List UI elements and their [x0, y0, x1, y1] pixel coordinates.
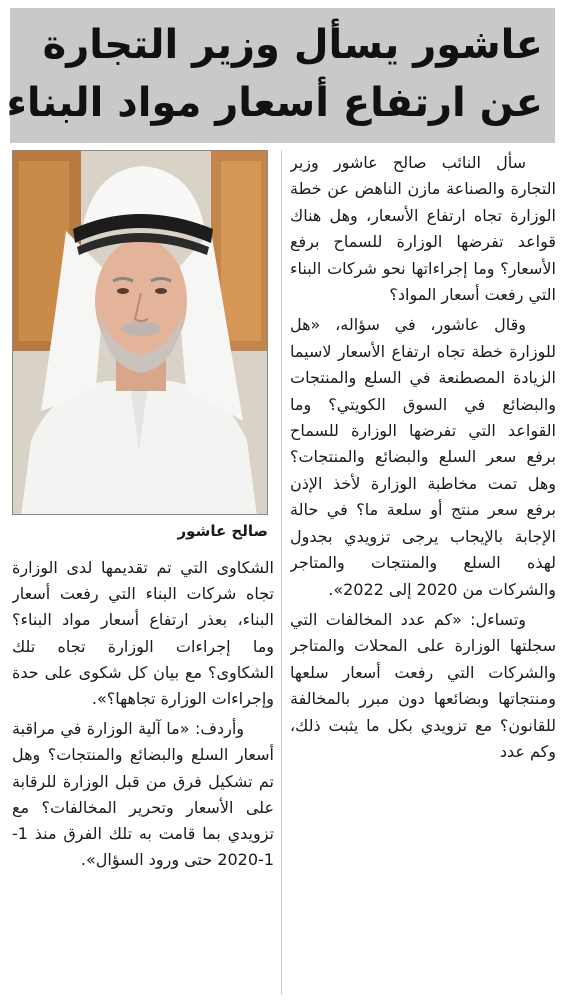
photo-caption: صالح عاشور — [177, 522, 268, 540]
article-paragraph: وقال عاشور، في سؤاله، «هل للوزارة خطة تجاه ارتفاع الأسعار لاسيما الزيادة المصطنعة في السلع والمنتجات والبضائع في السوق الكويتي؟ وما القواعد التي تفرضها الوزارة للسماح برفع سعر السلع والبضائع والمنتجات؟ وهل تمت مخاطبة الوزارة لأخذ الإذن برفع سعر منتج أو سلعة ما؟ في حالة الإجابة بالإيجاب يرجى تزويدي بجدول لهذه السلع والمنتجات والمتاجر والشركات من 2020 إلى 2022». — [290, 315, 556, 599]
headline-box — [6, 8, 555, 143]
article-paragraph: الشكاوى التي تم تقديمها لدى الوزارة تجاه شركات البناء التي رفعت أسعار البناء، بعذر ارتفاع أسعار مواد البناء؟ وما إجراءات الوزارة تجاه تلك الشكاوى؟ مع بيان كل شكوى على حدة وإجراءات الوزارة تجاهها؟». — [12, 558, 274, 709]
headline-line-2: عن ارتفاع أسعار مواد البناء — [6, 80, 543, 126]
article-paragraph: سأل النائب صالح عاشور وزير التجارة والصناعة مازن الناهض عن خطة الوزارة تجاه ارتفاع الأسعار، وهل هناك قواعد تفرضها الوزارة للسماح برفع الأسعار؟ وما إجراءاتها نحو شركات البناء التي رفعت أسعار المواد؟ — [290, 153, 556, 305]
headline-line-1: عاشور يسأل وزير التجارة — [42, 22, 543, 68]
article-paragraph: وأردف: «ما آلية الوزارة في مراقبة أسعار السلع والبضائع والمنتجات؟ وهل تم تشكيل فرق من قبل الوزارة للرقابة على الأسعار وتحرير المخالفات؟ مع تزويدي بما قامت به تلك الفرق منذ 1-1-2020 حتى ورود السؤال». — [12, 719, 274, 870]
column-divider — [281, 150, 282, 995]
article-column-left — [12, 555, 274, 995]
article-column-right — [290, 150, 556, 995]
portrait-photo — [12, 150, 268, 515]
article-paragraph: وتساءل: «كم عدد المخالفات التي سجلتها الوزارة على المحلات والمتاجر والشركات التي رفعت أسعار سلعها ومنتجاتها وبضائعها دون مبرر بالمخالفة للقانون؟ مع تزويدي بكل ما يثبت ذلك، وكم عدد — [290, 609, 556, 761]
